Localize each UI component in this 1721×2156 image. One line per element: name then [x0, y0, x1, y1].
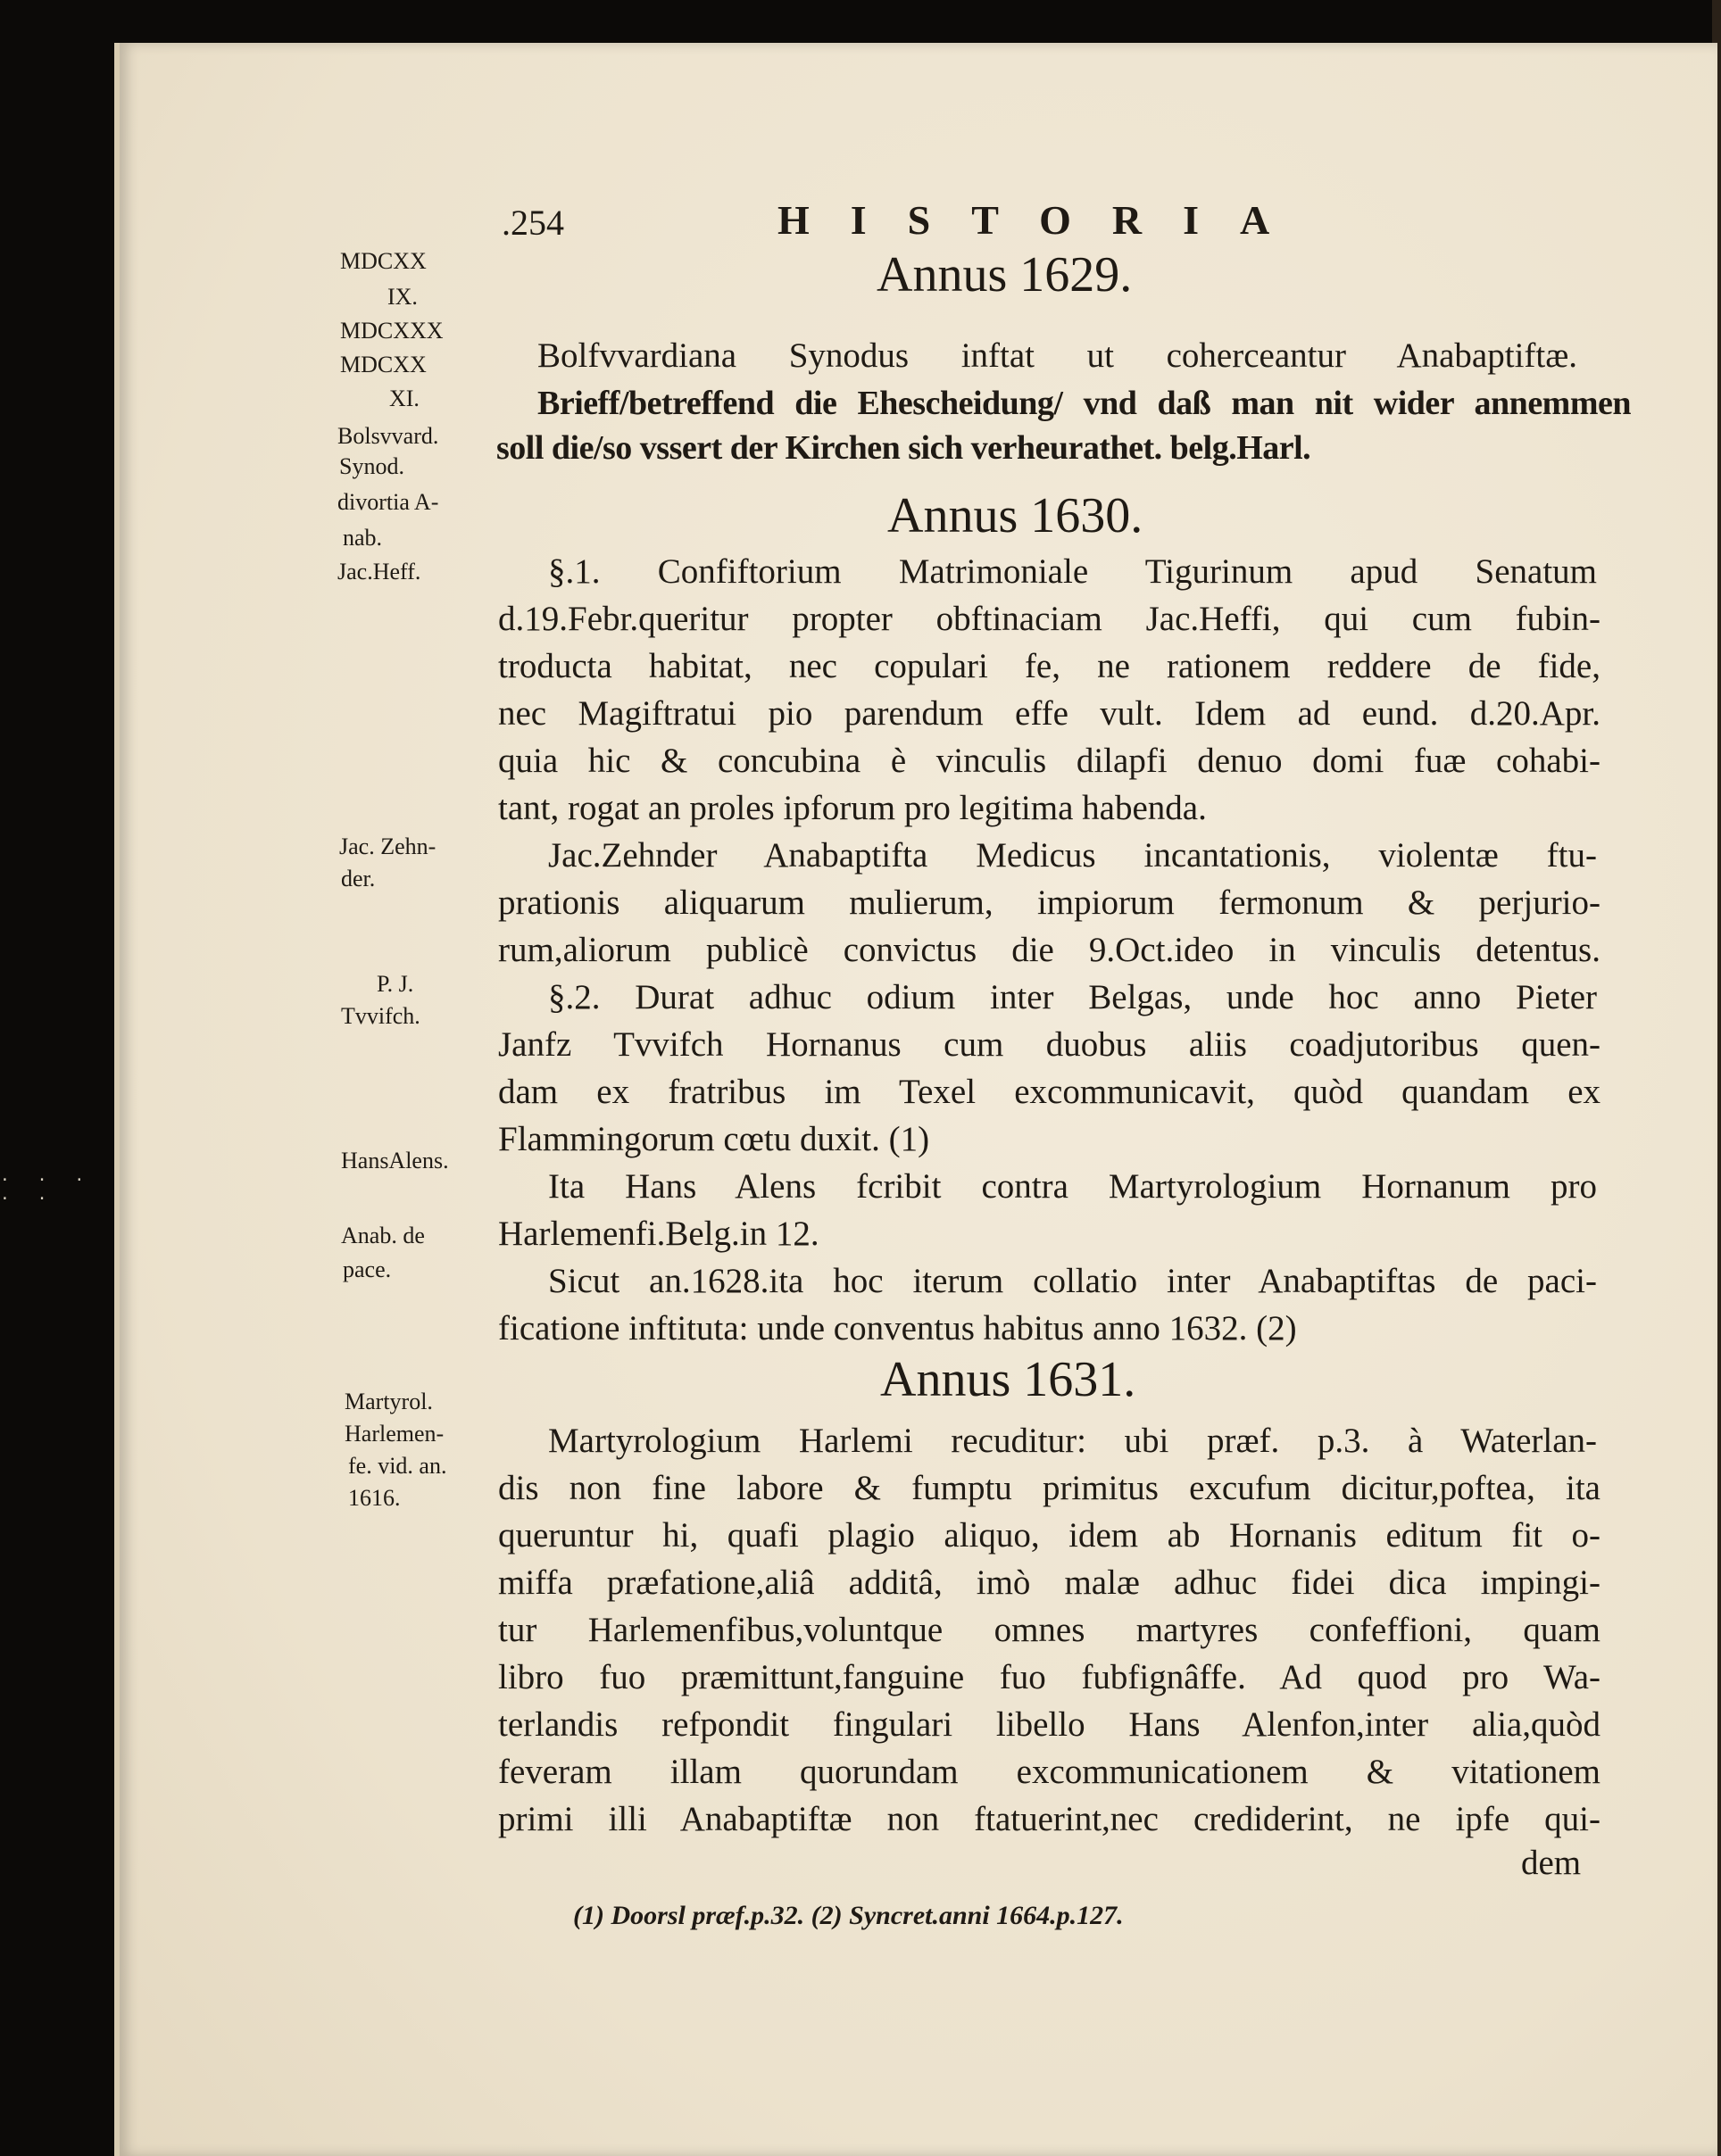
line-1629-1: Bolfvvardiana Synodus inftat ut coherceantur Anabaptiftæ. — [537, 336, 1577, 375]
p1630-1-line-6: tant, rogat an proles ipforum pro legitima habenda. — [498, 789, 1207, 827]
margin-martyrol-c: fe. vid. an. — [348, 1453, 447, 1479]
line-1629-2: Brieff/betreffend die Ehescheidung/ vnd daß man nit wider annemmen — [537, 385, 1631, 422]
p1630-1-line-1: §.1. Confiftorium Matrimoniale Tigurinum apud Senatum — [548, 552, 1597, 591]
p1630-1-line-3: troducta habitat, nec copulari fe, ne rationem reddere de fide, — [498, 647, 1600, 685]
p1630-1-line-5: quia hic & concubina è vinculis dilapfi denuo domi fuæ cohabi- — [498, 742, 1600, 780]
margin-hans-alens: HansAlens. — [341, 1148, 449, 1173]
p1630-1-line-2: d.19.Febr.queritur propter obftinaciam Jac.Heffi, qui cum fubin- — [498, 600, 1600, 638]
p1631-line-2: dis non fine labore & fumptu primitus excufum dicitur,poftea, ita — [498, 1469, 1600, 1507]
margin-martyrol-d: 1616. — [348, 1485, 401, 1511]
book-page — [114, 43, 1717, 2156]
p1630-1-line-4: nec Magiftratui pio parendum effe vult. Idem ad eund. d.20.Apr. — [498, 694, 1600, 733]
p1631-line-4: miffa præfatione,aliâ additâ, imò malæ adhuc fidei dica impingi- — [498, 1563, 1600, 1602]
p1631-line-1: Martyrologium Harlemi recuditur: ubi præf. p.3. à Waterlan- — [548, 1422, 1597, 1460]
running-head: HISTORIA — [777, 197, 1311, 243]
margin-year-1630-b: MDCXX — [340, 352, 427, 377]
margin-jac-hess: Jac.Heff. — [337, 559, 421, 585]
p1630-2-line-3: rum,aliorum publicè convictus die 9.Oct.ideo in vinculis detentus. — [498, 931, 1600, 969]
margin-year-1631: XI. — [389, 386, 420, 411]
margin-year-1629-b: IX. — [387, 284, 418, 310]
p1630-4-line-2: Harlemenfi.Belg.in 12. — [498, 1215, 819, 1253]
p1631-line-8: feveram illam quorundam excommunicationem & vitationem — [498, 1753, 1600, 1791]
scan-dots: · · · · · — [0, 1171, 94, 1208]
heading-annus-1629: Annus 1629. — [877, 247, 1133, 303]
footnote: (1) Doorsl præf.p.32. (2) Syncret.anni 1664.p.127. — [573, 1901, 1124, 1930]
margin-pj: P. J. — [377, 971, 414, 997]
p1631-line-5: tur Harlemenfibus,voluntque omnes martyres confeffioni, quam — [498, 1611, 1600, 1649]
page-number: .254 — [502, 203, 564, 243]
p1630-3-line-3: dam ex fratribus im Texel excommunicavit, quòd quandam ex — [498, 1073, 1600, 1111]
margin-anab-pace-b: pace. — [343, 1256, 392, 1282]
margin-anab-pace-a: Anab. de — [341, 1223, 425, 1248]
heading-annus-1630: Annus 1630. — [887, 488, 1143, 543]
margin-divortia-b: nab. — [343, 525, 383, 551]
p1630-5-line-1: Sicut an.1628.ita hoc iterum collatio inter Anabaptiftas de paci- — [548, 1262, 1597, 1300]
p1631-line-6: libro fuo præmittunt,fanguine fuo fubfignâffe. Ad quod pro Wa- — [498, 1658, 1600, 1696]
margin-jac-zehnder-a: Jac. Zehn- — [339, 833, 436, 859]
margin-jac-zehnder-b: der. — [341, 866, 376, 891]
margin-twisch: Tvvifch. — [341, 1003, 420, 1029]
heading-annus-1631: Annus 1631. — [880, 1352, 1136, 1407]
margin-year-1629-a: MDCXX — [340, 248, 427, 274]
margin-martyrol-a: Martyrol. — [345, 1389, 433, 1414]
margin-bolswvard-a: Bolsvvard. — [337, 423, 439, 449]
margin-bolswvard-b: Synod. — [339, 453, 404, 479]
p1630-5-line-2: ficatione inftituta: unde conventus habitus anno 1632. (2) — [498, 1309, 1297, 1348]
catchword: dem — [1521, 1844, 1582, 1882]
p1631-line-7: terlandis refpondit fingulari libello Hans Alenfon,inter alia,quòd — [498, 1705, 1600, 1744]
line-1629-3: soll die/so vssert der Kirchen sich verheurathet. belg.Harl. — [496, 429, 1311, 467]
p1630-2-line-2: prationis aliquarum mulierum, impiorum fermonum & perjurio- — [498, 883, 1600, 922]
p1630-3-line-2: Janfz Tvvifch Hornanus cum duobus aliis coadjutoribus quen- — [498, 1025, 1600, 1064]
margin-martyrol-b: Harlemen- — [345, 1421, 445, 1447]
p1630-2-line-1: Jac.Zehnder Anabaptifta Medicus incantationis, violentæ ftu- — [548, 836, 1597, 875]
p1631-line-3: queruntur hi, quafi plagio aliquo, idem ab Hornanis editum fit o- — [498, 1516, 1600, 1555]
p1630-3-line-1: §.2. Durat adhuc odium inter Belgas, unde hoc anno Pieter — [548, 978, 1597, 1016]
margin-divortia-a: divortia A- — [337, 489, 439, 515]
margin-year-1630-a: MDCXXX — [340, 318, 444, 344]
p1630-3-line-4: Flammingorum cœtu duxit. (1) — [498, 1120, 930, 1158]
p1631-line-9: primi illi Anabaptiftæ non ftatuerint,nec crediderint, ne ipfe qui- — [498, 1800, 1600, 1838]
p1630-4-line-1: Ita Hans Alens fcribit contra Martyrologium Hornanum pro — [548, 1167, 1597, 1206]
